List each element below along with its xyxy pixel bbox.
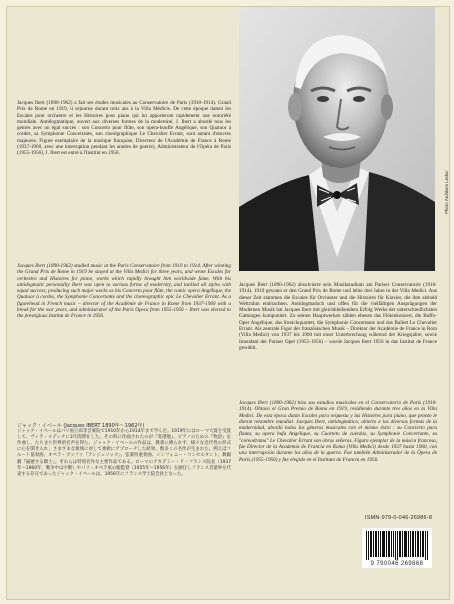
barcode-number: 9 790046 269868 bbox=[370, 561, 424, 567]
japanese-paragraph: ジャック・イベールはパリ国立高等音楽院で1910年から1914年まで学んだ。1919年にはローマ大賞を受賞して、ヴィラ・メディチに3年間滞在した。その時に作曲されたのが『寄港地』、ピアノのための『物語』を作曲し、たちまち世界的名声を得た。ジャック・イベールの作品は、教義に縛られず、様々な近代性の形式に心を開き入れ、さまざまな領域に対して柔軟にアプローチした結果、数多くの名作が生まれた。例えばフルート協奏曲、オペラ・ブッファ『アンジェリック』、弦楽四重奏曲、シンフォニー・コンセルタント、舞踊劇『遍歴する騎士』。それらは特別名作な主要作品である。ローマのアカデミー・ド・フランス院長（1937年〜1960年、戦争中は中断）やパリ・オペラ座の総監督（1955年〜1956年）を歴任しフランス音楽界を代表する存在であったジャック・イベールは、1956年にフランス学士院会員となった。 bbox=[17, 429, 231, 477]
portrait-illustration bbox=[239, 7, 435, 271]
english-paragraph: Jacques Ibert (1890-1962) studied music at the Paris Conservatoire from 1910 to 1914. After winning the Grand Prix de Rome in 1919 he stayed at the Villa Medici for three years, and wrote Escales for orchestra and Histoires for piano, works which rapidly brought him worldwide fame. With his antidogmatic personality Ibert was open to various forms of modernity, and tackled all styles with equal success, producing such major works as his Concerto pour flûte, the comic opera Angélique, the Quatuor à cordes, the Symphonie Concertante and the choreographic epic Le Chevalier Errant. As a figurehead in French music – director of the Académie de France in Rome from 1937-1960 with a break for the war years, and administrator of the Paris Opera from 1955-1956 – Ibert was elected to the prestigious Institut de France in 1956. bbox=[17, 263, 231, 320]
barcode-bars bbox=[366, 531, 428, 560]
composer-portrait-photo bbox=[239, 7, 435, 271]
french-text-block bbox=[17, 100, 231, 162]
ismn-number: ISMN-979-0-046-26986-8 bbox=[365, 515, 433, 521]
german-text-block bbox=[239, 282, 437, 356]
japanese-text-block bbox=[17, 423, 231, 483]
spanish-text-block bbox=[239, 400, 437, 468]
barcode bbox=[362, 528, 432, 568]
english-text-block bbox=[17, 263, 231, 325]
photo-credit: Photo Archives Leduc bbox=[444, 170, 449, 214]
german-paragraph: Jacques Ibert (1890-1962) absolvierte sein Musikstudium am Pariser Conservatoire (1910-1914). 1919 gewann er den Grand Prix de Rome und lebte drei Jahre in der Villa Medici. Aus dieser Zeit stammen die Escales für Orchester und die Histoires für Klavier, die ihm alsbald Weltruhm einbrachten. Antidogmatisch und offen für die vielfältigen Ausprägungen der Modernen Musik hat Jacques Ibert mit gleichbleibendem Erfolg Werke der unterschiedlichsten Gattungen komponiert. Zu seinen Hauptwerken zählen ebenso das Flötenkonzert, die Buffo-Oper Angélique, das Streichquartett, die Symphonie Concertante und das Ballett Le Chevalier Errant. Als zentrale Figur der französischen Musik – Direktor der Académie de France in Rom (Villa Medici) von 1937 bis 1960 mit einer Unterbrechung während der Kriegsjahre, sowie Intendant der Pariser Oper (1955-1956) – wurde Jacques Ibert 1956 in das Institut de France gewählt. bbox=[239, 282, 437, 351]
japanese-heading: ジャック・イベール (Jacques IBERT 1890年〜1962年) bbox=[17, 423, 145, 429]
french-paragraph: Jacques Ibert (1890-1962) a fait ses études musicales au Conservatoire de Paris (1910-1914). Grand Prix de Rome en 1919, il séjourne durant trois ans à la Villa Médicis. De cette époque datent les Escales pour orchestre et les Histoires pour piano qui lui apporteront rapidement une notoriété mondiale. Antidogmatique, ouvert aux diverses formes de la modernité, J. Ibert a abordé tous les genres avec un égal succès : son Concerto pour flûte, son opéra-bouffe Angélique, son Quatuor à cordes, sa Symphonie Concertante, son chorégraphique Le Chevalier Errant, sont autant d'œuvres majeures. Figure exemplaire de la musique française, Directeur de l'Académie de France à Rome (1937-1960, avec une interruption pendant les années de guerre), Administrateur de l'Opéra de Paris (1955-1956), J. Ibert est entré à l'Institut en 1956. bbox=[17, 100, 231, 157]
spanish-paragraph: Jacques Ibert (1890-1962) hizo sus estudios musicales en el Conservatorio de París (1910-1914). Obtuvo el Gran Premio de Roma en 1919, residiendo durante tres años en la Villa Medici. De esta época datan Escales para orquesta y las Histoires para piano, que pronto le dieron renombre mundial. Jacques Ibert, antidogmático, abierto a las diversas formas de la modernidad, abordó todos los géneros musicales con el mismo éxito : su Concierto para flauta, su opera bufa Angélique, su Cuarteto de cuerdas, su Symphonie Concertante, su "coreodrama" Le Chevalier Errant son obras señeras. Figura ejemplar de la música francesa, fue Director de la Academia de Francia en Roma (Villa Medici) desde 1937 hasta 1960, con una interrupción durante los años de la guerra. Fue también Administrador de la Ópera de París (1955-1956) y fue elegido en el Instituto de Francia en 1956. bbox=[239, 400, 437, 463]
